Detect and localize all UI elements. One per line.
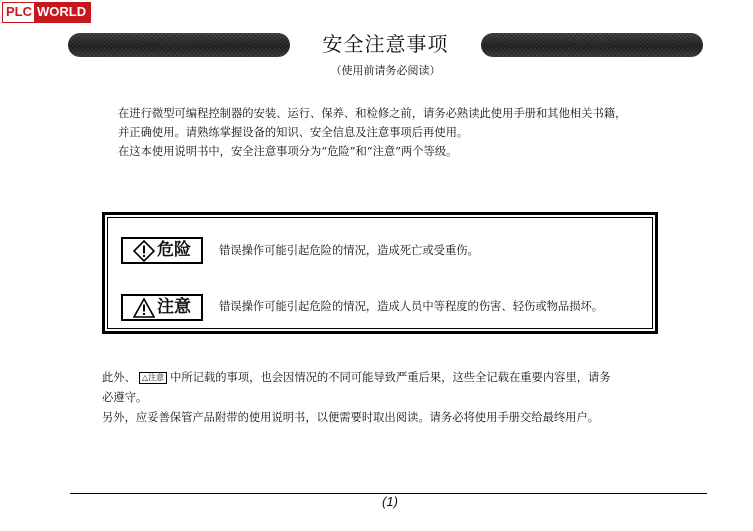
title-bar-right-decoration [481,33,703,57]
intro-line-1: 在进行微型可编程控制器的安装、运行、保养、和检修之前，请务必熟读此使用手册和其他相关书籍， [118,107,627,120]
note-line-2: 必遵守。 [102,391,148,404]
caution-level-badge [121,294,203,321]
page-number: (1) [382,494,398,509]
intro-line-3: 在这本使用说明书中，安全注意事项分为“危险”和“注意”两个等级。 [118,145,458,158]
inline-caution-mark: △注意 [139,372,167,384]
logo-plc-text: PLC [3,3,34,22]
page-subtitle: （使用前请务必阅读） [330,64,441,77]
page-title: 安全注意事项 [322,32,449,56]
title-bar-left-decoration [68,33,290,57]
intro-paragraph [118,104,698,161]
logo-world-text: WORLD [34,3,90,22]
danger-level-badge [121,237,203,264]
additional-notes [102,368,697,428]
caution-label: 注意 [157,297,191,317]
note-line-3: 另外，应妥善保管产品附带的使用说明书，以便需要时取出阅读。请务必将使用手册交给最终用户。 [102,411,600,424]
exclamation-diamond-icon [133,240,155,262]
inline-caution-label: 注意 [148,373,165,382]
plcworld-logo [2,2,91,23]
danger-description: 错误操作可能引起危险的情况，造成死亡或受重伤。 [219,244,479,257]
intro-line-2: 并正确使用。请熟练掌握设备的知识、安全信息及注意事项后再使用。 [118,126,469,139]
safety-levels-box [102,212,658,334]
warning-triangle-icon [133,298,155,318]
note-line-1-suffix: 中所记载的事项，也会因情况的不同可能导致严重后果，这些全记载在重要内容里，请务 [170,371,611,384]
note-line-1-prefix: 此外、 [102,371,136,384]
caution-description: 错误操作可能引起危险的情况，造成人员中等程度的伤害、轻伤或物品损坏。 [219,300,604,313]
danger-label: 危险 [157,240,191,260]
note-line-1 [102,368,697,388]
